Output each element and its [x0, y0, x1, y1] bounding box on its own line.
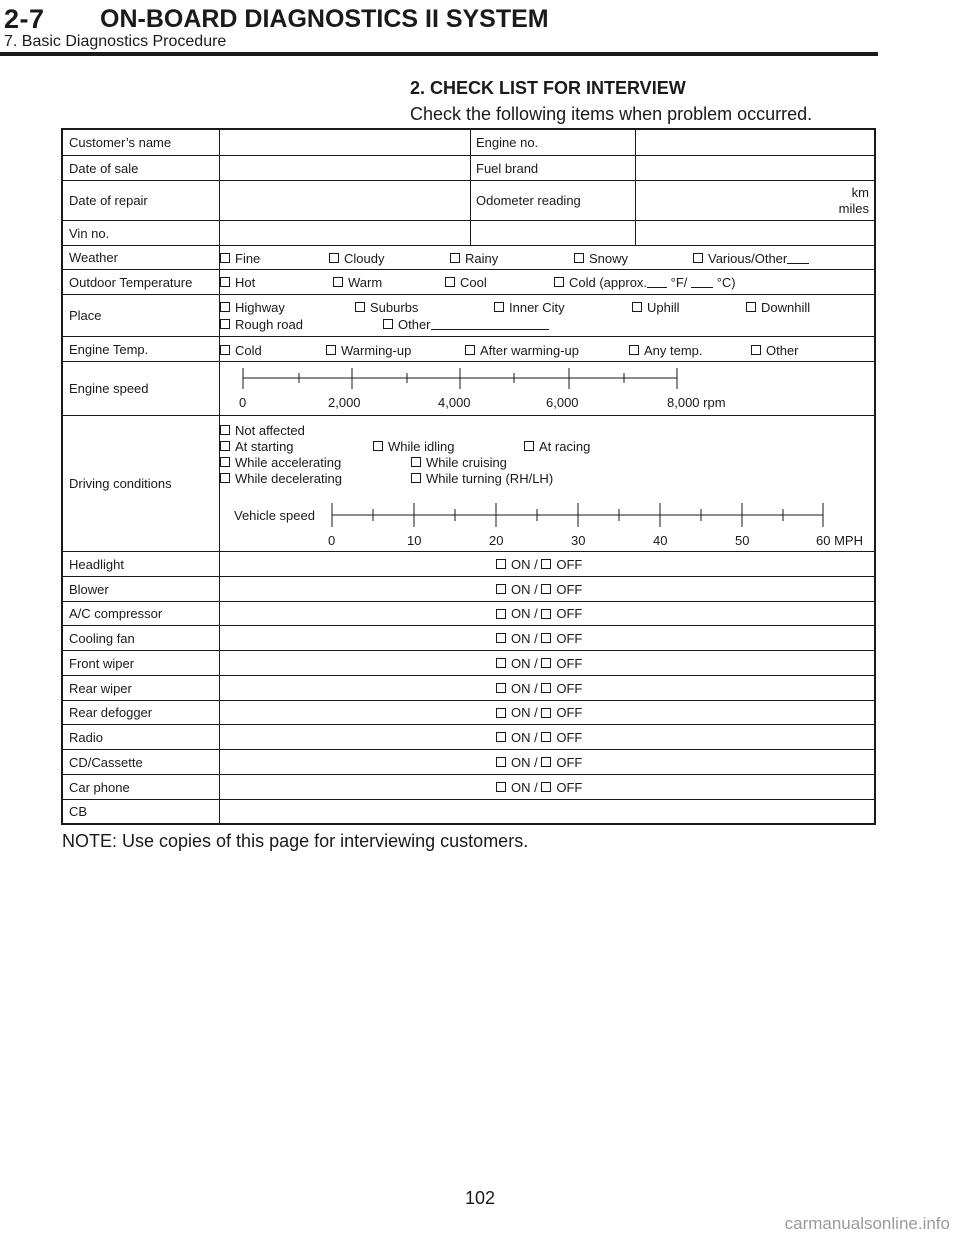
rear-wiper-onoff: ON / OFF: [496, 676, 582, 700]
row-cb: [63, 800, 874, 823]
row-engine-temp: [63, 337, 874, 362]
row-car-phone: [63, 775, 874, 800]
row-front-wiper: [63, 651, 874, 676]
radio-onoff: ON / OFF: [496, 725, 582, 749]
off-checkbox[interactable]: [541, 609, 551, 619]
checkbox[interactable]: [373, 441, 383, 451]
vehicle-speed-tick-label: 20: [489, 533, 504, 548]
vehicle-speed-scale[interactable]: [63, 498, 874, 528]
weather-option-snowy[interactable]: Snowy: [574, 251, 628, 266]
driving-option-at-starting[interactable]: At starting: [220, 439, 294, 454]
place-option-other[interactable]: Other: [383, 317, 549, 332]
checkbox[interactable]: [220, 457, 230, 467]
km-unit: km: [851, 185, 869, 200]
on-checkbox[interactable]: [496, 658, 506, 668]
checkbox[interactable]: [333, 277, 343, 287]
vin-field-3[interactable]: [636, 221, 874, 245]
date-of-repair-label: Date of repair: [69, 193, 148, 208]
checkbox[interactable]: [629, 345, 639, 355]
engine-temp-option-warming-up[interactable]: Warming-up: [326, 343, 411, 358]
off-checkbox[interactable]: [541, 708, 551, 718]
page-subheading: Check the following items when problem occurred.: [410, 104, 813, 124]
rear-wiper-label: Rear wiper: [69, 680, 132, 696]
off-checkbox[interactable]: [541, 658, 551, 668]
temp-option-cold[interactable]: Cold (approx. °F/ °C): [554, 275, 736, 290]
checkbox[interactable]: [574, 253, 584, 263]
checkbox[interactable]: [383, 319, 393, 329]
row-ac-compressor: [63, 602, 874, 626]
checkbox[interactable]: [326, 345, 336, 355]
checkbox[interactable]: [411, 457, 421, 467]
weather-option-fine[interactable]: Fine: [220, 251, 260, 266]
row-date-of-repair: [63, 181, 874, 221]
checkbox[interactable]: [411, 473, 421, 483]
row-driving-conditions: [63, 416, 874, 552]
place-option-suburbs[interactable]: Suburbs: [355, 300, 418, 315]
temp-option-warm[interactable]: Warm: [333, 275, 382, 290]
outdoor-temp-label: Outdoor Temperature: [69, 274, 193, 290]
row-rear-defogger: [63, 701, 874, 725]
row-headlight: [63, 552, 874, 577]
car-phone-onoff: ON / OFF: [496, 775, 582, 799]
section-number: 2-7: [4, 4, 45, 34]
headlight-label: Headlight: [69, 556, 124, 572]
radio-label: Radio: [69, 729, 103, 745]
cb-label: CB: [69, 804, 88, 819]
interview-form: [61, 128, 876, 825]
section-title: ON-BOARD DIAGNOSTICS II SYSTEM: [100, 5, 549, 33]
row-cooling-fan: [63, 626, 874, 651]
weather-label: Weather: [69, 250, 118, 265]
checkbox[interactable]: [445, 277, 455, 287]
on-checkbox[interactable]: [496, 559, 506, 569]
car-phone-label: Car phone: [69, 779, 130, 795]
engine-speed-tick-label: 2,000: [328, 395, 361, 410]
driving-option-at-racing[interactable]: At racing: [524, 439, 590, 454]
blower-onoff: ON / OFF: [496, 577, 582, 601]
celsius-blank[interactable]: [691, 275, 713, 288]
cd-cassette-onoff: ON / OFF: [496, 750, 582, 774]
engine-temp-option-any-temp[interactable]: Any temp.: [629, 343, 703, 358]
date-of-repair-field[interactable]: [220, 181, 470, 220]
row-weather: [63, 246, 874, 270]
on-checkbox[interactable]: [496, 609, 506, 619]
checkbox[interactable]: [751, 345, 761, 355]
blower-label: Blower: [69, 581, 109, 597]
off-checkbox[interactable]: [541, 584, 551, 594]
vehicle-speed-tick-label: 40: [653, 533, 668, 548]
date-of-sale-field[interactable]: [220, 156, 470, 180]
headlight-onoff: ON / OFF: [496, 552, 582, 576]
row-cd-cassette: [63, 750, 874, 775]
cd-cassette-label: CD/Cassette: [69, 754, 143, 770]
engine-temp-option-other[interactable]: Other: [751, 343, 799, 358]
cooling-fan-label: Cooling fan: [69, 630, 135, 646]
engine-speed-label: Engine speed: [69, 381, 149, 396]
checkbox[interactable]: [355, 302, 365, 312]
checkbox[interactable]: [450, 253, 460, 263]
on-checkbox[interactable]: [496, 757, 506, 767]
vehicle-speed-tick-label: 60 MPH: [816, 533, 863, 548]
engine-temp-option-cold[interactable]: Cold: [220, 343, 262, 358]
customer-name-label: Customer’s name: [69, 135, 172, 150]
driving-option-while-accelerating[interactable]: While accelerating: [220, 455, 341, 470]
vin-label: Vin no.: [69, 225, 110, 241]
on-checkbox[interactable]: [496, 732, 506, 742]
checkbox[interactable]: [220, 319, 230, 329]
engine-speed-tick-label: 4,000: [438, 395, 471, 410]
off-checkbox[interactable]: [541, 757, 551, 767]
checkbox[interactable]: [220, 425, 230, 435]
place-option-uphill[interactable]: Uphill: [632, 300, 680, 315]
row-radio: [63, 725, 874, 750]
vin-field[interactable]: [220, 221, 470, 245]
place-option-inner-city[interactable]: Inner City: [494, 300, 565, 315]
driving-conditions-label: Driving conditions: [69, 476, 172, 491]
off-checkbox[interactable]: [541, 732, 551, 742]
blank-line[interactable]: [787, 251, 809, 264]
driving-option-while-idling[interactable]: While idling: [373, 439, 454, 454]
place-label: Place: [69, 308, 102, 323]
odometer-units: [839, 185, 869, 217]
checkbox[interactable]: [524, 441, 534, 451]
miles-unit: miles: [838, 201, 869, 216]
checkbox[interactable]: [746, 302, 756, 312]
engine-speed-tick-label: 6,000: [546, 395, 579, 410]
cb-field[interactable]: [220, 800, 874, 823]
vehicle-speed-label: Vehicle speed: [234, 508, 315, 523]
checkbox[interactable]: [220, 345, 230, 355]
odometer-label: Odometer reading: [476, 193, 581, 208]
page-heading: 2. CHECK LIST FOR INTERVIEW: [410, 78, 686, 98]
checkbox[interactable]: [329, 253, 339, 263]
blank-line[interactable]: [431, 317, 549, 330]
front-wiper-onoff: ON / OFF: [496, 651, 582, 675]
rear-defogger-label: Rear defogger: [69, 705, 153, 720]
on-checkbox[interactable]: [496, 584, 506, 594]
vehicle-speed-tick-label: 10: [407, 533, 422, 548]
on-checkbox[interactable]: [496, 683, 506, 693]
rear-defogger-onoff: ON / OFF: [496, 701, 582, 724]
subsection-title: 7. Basic Diagnostics Procedure: [4, 33, 227, 50]
row-outdoor-temp: [63, 270, 874, 295]
on-checkbox[interactable]: [496, 782, 506, 792]
driving-option-while-decelerating[interactable]: While decelerating: [220, 471, 342, 486]
place-option-highway[interactable]: Highway: [220, 300, 285, 315]
header-rule: [0, 52, 878, 56]
engine-temp-label: Engine Temp.: [69, 341, 149, 357]
checkbox[interactable]: [220, 441, 230, 451]
row-vin: [63, 221, 874, 246]
ac-compressor-onoff: ON / OFF: [496, 602, 582, 625]
row-blower: [63, 577, 874, 602]
row-place: [63, 295, 874, 337]
checkbox[interactable]: [220, 277, 230, 287]
driving-option-while-cruising[interactable]: While cruising: [411, 455, 507, 470]
customer-name-field[interactable]: [220, 130, 470, 155]
front-wiper-label: Front wiper: [69, 655, 135, 671]
on-checkbox[interactable]: [496, 708, 506, 718]
engine-speed-tick-label: 8,000 rpm: [667, 395, 726, 410]
engine-no-field[interactable]: [636, 130, 874, 155]
temp-option-hot[interactable]: Hot: [220, 275, 255, 290]
engine-no-label: Engine no.: [476, 135, 539, 150]
fuel-brand-field[interactable]: [636, 156, 874, 180]
off-checkbox[interactable]: [541, 633, 551, 643]
weather-option-rainy[interactable]: Rainy: [450, 251, 498, 266]
checkbox[interactable]: [554, 277, 564, 287]
checkbox[interactable]: [693, 253, 703, 263]
page-number: 102: [464, 1188, 496, 1208]
driving-option-while-turning[interactable]: While turning (RH/LH): [411, 471, 553, 486]
ac-compressor-label: A/C compressor: [69, 606, 163, 621]
checkbox[interactable]: [494, 302, 504, 312]
row-date-of-sale: [63, 156, 874, 181]
checkbox[interactable]: [632, 302, 642, 312]
driving-option-not-affected[interactable]: Not affected: [220, 423, 305, 438]
vehicle-speed-tick-label: 0: [328, 533, 336, 548]
row-engine-speed: [63, 362, 874, 416]
page-header: [0, 0, 960, 60]
place-option-rough-road[interactable]: Rough road: [220, 317, 303, 332]
off-checkbox[interactable]: [541, 559, 551, 569]
fahrenheit-blank[interactable]: [647, 275, 667, 288]
watermark: carmanualsonline.info: [784, 1214, 950, 1233]
off-checkbox[interactable]: [541, 683, 551, 693]
checkbox[interactable]: [465, 345, 475, 355]
off-checkbox[interactable]: [541, 782, 551, 792]
usage-note: NOTE: Use copies of this page for interviewing customers.: [62, 831, 529, 851]
weather-option-cloudy[interactable]: Cloudy: [329, 251, 384, 266]
vin-field-2[interactable]: [471, 221, 635, 245]
checkbox[interactable]: [220, 473, 230, 483]
row-customer: [63, 130, 874, 156]
vehicle-speed-tick-label: 50: [735, 533, 750, 548]
vehicle-speed-tick-label: 30: [571, 533, 586, 548]
fuel-brand-label: Fuel brand: [476, 160, 539, 176]
engine-temp-option-after-warming-up[interactable]: After warming-up: [465, 343, 579, 358]
engine-speed-tick-label: 0: [239, 395, 247, 410]
temp-option-cool[interactable]: Cool: [445, 275, 487, 290]
weather-option-various[interactable]: Various/Other: [693, 251, 809, 266]
row-rear-wiper: [63, 676, 874, 701]
place-option-downhill[interactable]: Downhill: [746, 300, 810, 315]
checkbox[interactable]: [220, 253, 230, 263]
cooling-fan-onoff: ON / OFF: [496, 626, 582, 650]
date-of-sale-label: Date of sale: [69, 160, 139, 176]
on-checkbox[interactable]: [496, 633, 506, 643]
checkbox[interactable]: [220, 302, 230, 312]
